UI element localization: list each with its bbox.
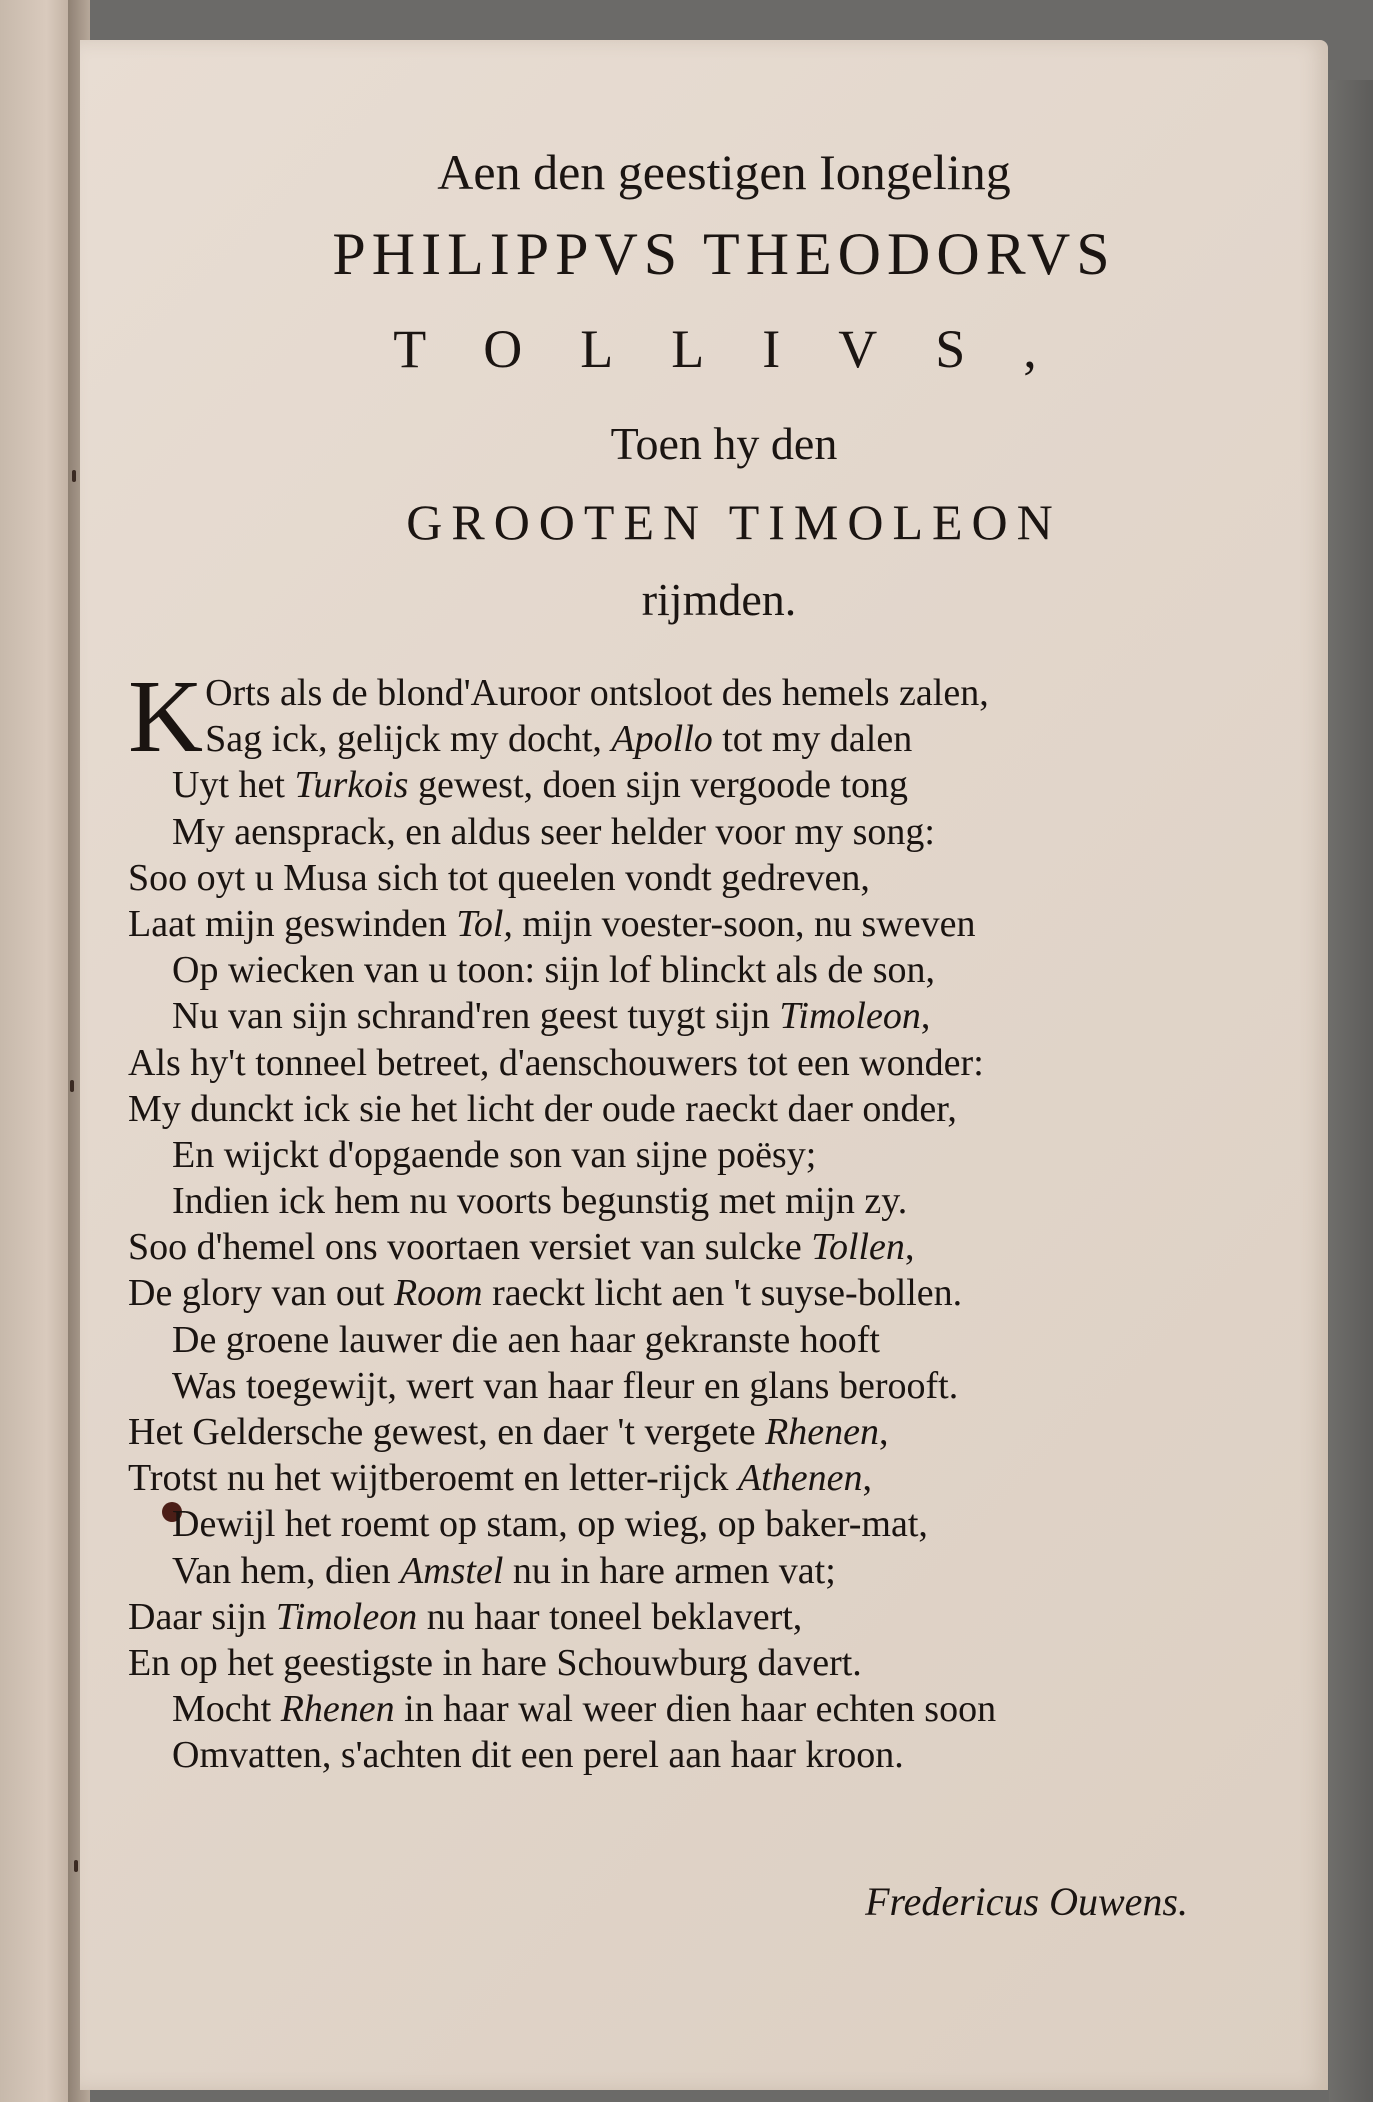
poem-text: , [879,1411,889,1453]
drop-cap: K [128,670,204,763]
poem-body [128,670,1208,1779]
poem-text: Tollen [811,1226,905,1269]
poem-text: Turkois [294,764,409,807]
poem-text: Daar sijn [128,1595,276,1638]
poem-line [128,762,1208,808]
poem-text: , [862,1457,872,1500]
poem-text: En op het geestigste in hare Schouwburg davert. [128,1641,862,1684]
poem-text: Soo oyt u Musa sich tot queelen vondt gedreven, [128,856,870,899]
poem-text: in haar wal weer dien haar echten soon [394,1688,997,1731]
poem-line [128,809,1208,855]
heading-line-1: Aen den geestigen Iongeling [437,144,1011,200]
page-mark [74,1860,78,1872]
poem-text: Rhenen [280,1688,395,1731]
poem-line [128,947,1208,993]
poem-text: Indien ick hem nu voorts begunstig met mijn zy. [172,1180,908,1223]
poem-text: Op wiecken van u toon: sijn lof blinckt als de son, [172,949,936,992]
poem-text: raeckt licht aen 't suyse-bollen. [482,1272,963,1315]
poem-text: Trotst nu het wijtberoemt en letter-rijck [128,1457,738,1500]
poem-text: De groene lauwer die aen haar gekranste hooft [172,1318,880,1361]
poem-line [128,1732,1208,1778]
poem-line [128,1686,1208,1732]
poem-text: mijn voester-soon, nu sweven [512,902,976,945]
poem-line [128,1178,1208,1224]
page-mark [70,1080,74,1092]
poem-line [128,670,1208,716]
poem-text: Timoleon [275,1595,418,1638]
poem-line [128,993,1208,1039]
poem-text: Als hy't tonneel betreet, d'aenschouwers tot een wonder: [128,1041,984,1084]
poem-text: My dunckt ick sie het licht der oude raeckt daer onder, [128,1087,957,1130]
poem-text: Rhenen [765,1411,880,1453]
poem-text: Tol, [456,902,513,945]
poem-line [128,1317,1208,1363]
poem-line [128,1548,1208,1594]
poem-text: Timoleon [779,995,921,1038]
poem-line [128,855,1208,901]
heading-line-5: GROOTEN TIMOLEON [406,494,1062,550]
heading-line-6: rijmden. [641,574,797,625]
poem-text: Apollo [611,718,713,761]
poem-line [128,1594,1208,1640]
poem-text: Soo d'hemel ons voortaen versiet van sulcke [128,1226,812,1269]
poem-text: Laat mijn geswinden [128,902,457,945]
page-mark [72,470,76,482]
poem-opening [128,670,1208,762]
heading-line-4: Toen hy den [610,418,838,469]
poem-line [128,901,1208,947]
poem-text: Mocht [172,1688,281,1731]
poem-text: Nu van sijn schrand'ren geest tuygt sijn [172,995,780,1038]
poem-text: Orts als de blond'Auroor ontsloot des hemels zalen, [205,672,989,714]
poem-text: Het Geldersche gewest, en daer 't vergete [128,1411,766,1453]
poem-text: Van hem, dien [172,1549,400,1592]
poem-text: Omvatten, s'achten dit een perel aan haar kroon. [172,1734,904,1777]
poem-text: My aensprack, en aldus seer helder voor my song: [172,810,935,853]
poem-text: , [920,995,931,1038]
poem-line [128,1132,1208,1178]
poem-line [128,1455,1208,1501]
heading-line-3: TOLLIVS, [393,319,1095,379]
poem-line [128,1640,1208,1686]
poem-line [128,1270,1208,1316]
poem-line [128,716,1208,762]
poem-text: Amstel [399,1549,504,1592]
poem-text: nu in hare armen vat; [503,1549,836,1592]
poem-line [128,1224,1208,1270]
poem-line [128,1086,1208,1132]
poem-text: En wijckt d'opgaende son van sijne poësy; [172,1133,817,1176]
poem-text: Sag ick, gelijck my docht, [205,718,612,761]
poem-text: gewest, doen sijn vergoode tong [408,764,909,807]
poem-text: Uyt het [172,764,295,807]
poem-line [128,1363,1208,1409]
poem-line [128,1501,1208,1547]
poem-text: tot my dalen [712,718,913,761]
poem-text: Was toegewijt, wert van haar fleur en glans berooft. [172,1364,959,1407]
poem-text: Athenen [737,1457,863,1500]
background-edge [1329,80,1373,2102]
signature: Fredericus Ouwens. [865,1879,1188,1924]
poem-text: , [904,1226,915,1269]
poem-text: Room [393,1272,483,1315]
poem-line [128,1409,1208,1455]
poem-text: Dewijl het roemt op stam, op wieg, op baker-mat, [172,1503,928,1546]
facing-page-edge [0,0,78,2102]
poem-line [128,1040,1208,1086]
dedication-heading [80,140,1328,640]
poem-text: nu haar toneel beklavert, [417,1595,803,1638]
poem-text: De glory van out [128,1272,394,1315]
heading-line-2: PHILIPPVS THEODORVS [332,221,1116,287]
